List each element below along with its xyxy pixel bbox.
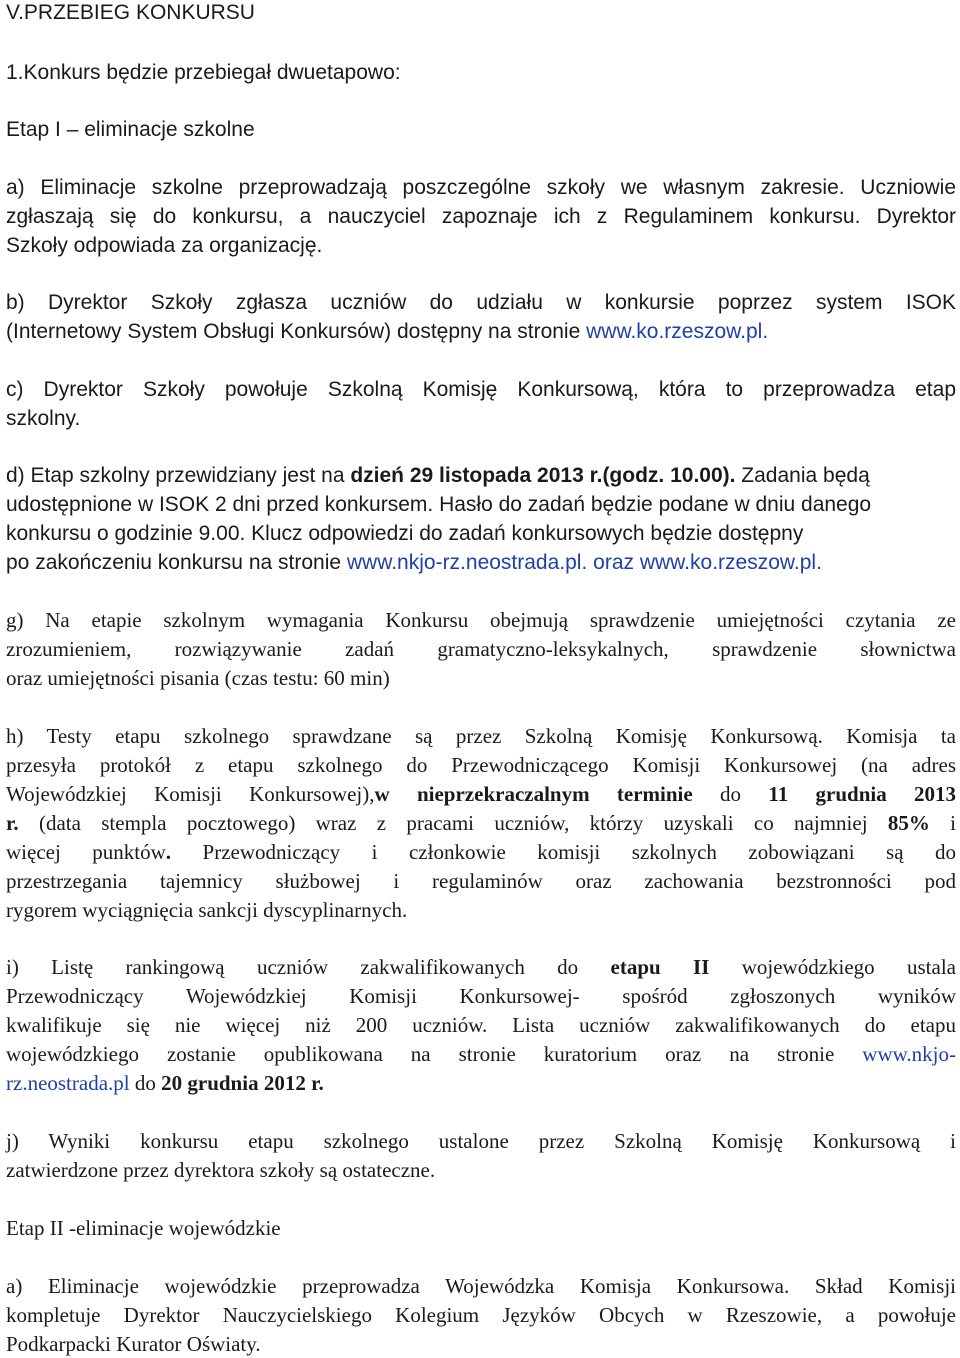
paragraph-d-line: d) Etap szkolny przewidziany jest na dzień 29 listopada 2013 r.(godz. 10.00). Zadania będą [6,464,870,487]
paragraph-a2-line: kompletuje Dyrektor Nauczycielskiego Kolegium Języków Obcych w Rzeszowie, a powołuje [6,1303,956,1327]
nkjo-link-part2[interactable]: rz.neostrada.pl [6,1071,130,1095]
section-heading: V.PRZEBIEG KONKURSU [6,1,255,24]
stage-1-title: Etap I – eliminacje szkolne [6,118,255,141]
paragraph-a1-line: a) Eliminacje szkolne przeprowadzają poszczególne szkoły we własnym zakresie. Uczniowie [6,176,956,199]
paragraph-i-line: Przewodniczący Wojewódzkiej Komisji Konkursowej- spośród zgłoszonych wyników [6,984,956,1008]
paragraph-d-line: udostępnione w ISOK 2 dni przed konkursem. Hasło do zadań będzie podane w dniu danego [6,493,872,516]
paragraph-a1-line: Szkoły odpowiada za organizację. [6,234,323,257]
paragraph-h-line: h) Testy etapu szkolnego sprawdzane są przez Szkolną Komisję Konkursową. Komisja ta [6,724,956,748]
paragraph-c-line: c) Dyrektor Szkoły powołuje Szkolną Komisję Konkursową, która to przeprowadza etap [6,378,956,401]
paragraph-h-line: rygorem wyciągnięcia sankcji dyscyplinarnych. [6,898,408,922]
isok-link[interactable]: www.ko.rzeszow.pl [586,320,763,343]
paragraph-g-line: zrozumieniem, rozwiązywanie zadań gramatyczno-leksykalnych, sprawdzenie słownictwa [6,637,956,661]
paragraph-h-line: r. (data stempla pocztowego) wraz z pracami uczniów, którzy uzyskali co najmniej 85% i [6,811,956,835]
ko-rzeszow-link[interactable]: www.ko.rzeszow.pl [639,551,817,574]
paragraph-a2-line: a) Eliminacje wojewódzkie przeprowadza Wojewódzka Komisja Konkursowa. Skład Komisji [6,1274,956,1298]
paragraph-h-line: przesyła protokół z etapu szkolnego do Przewodniczącego Komisji Konkursowej (na adres [6,753,956,777]
intro-line: 1.Konkurs będzie przebiegał dwuetapowo: [6,61,401,84]
stage-2-title: Etap II -eliminacje wojewódzkie [6,1216,281,1240]
paragraph-j-line: j) Wyniki konkursu etapu szkolnego ustalone przez Szkolną Komisję Konkursową i [6,1129,956,1153]
paragraph-b-line: b) Dyrektor Szkoły zgłasza uczniów do udziału w konkursie poprzez system ISOK [6,291,956,314]
paragraph-g-line: g) Na etapie szkolnym wymagania Konkursu obejmują sprawdzenie umiejętności czytania ze [6,608,956,632]
paragraph-i-line: i) Listę rankingową uczniów zakwalifikowanych do etapu II wojewódzkiego ustala [6,955,956,979]
paragraph-j-line: zatwierdzone przez dyrektora szkoły są ostateczne. [6,1158,436,1182]
paragraph-h-line: przestrzegania tajemnicy służbowej i regulaminów oraz zachowania bezstronności pod [6,869,956,893]
paragraph-g-line: oraz umiejętności pisania (czas testu: 60 min) [6,666,390,690]
paragraph-i-line: kwalifikuje się nie więcej niż 200 uczniów. Lista uczniów zakwalifikowanych do etapu [6,1013,956,1037]
paragraph-h-line: Wojewódzkiej Komisji Konkursowej),w nieprzekraczalnym terminie do 11 grudnia 2013 [6,782,957,806]
nkjo-link[interactable]: www.nkjo-rz.neostrada.pl. [346,551,588,574]
paragraph-a2-line: Podkarpacki Kurator Oświaty. [6,1332,261,1356]
paragraph-h-line: więcej punktów. Przewodniczący i członkowie komisji szkolnych zobowiązani są do [6,840,957,864]
paragraph-i-line: rz.neostrada.pl do 20 grudnia 2012 r. [6,1071,324,1095]
paragraph-b-line: (Internetowy System Obsługi Konkursów) dostępny na stronie www.ko.rzeszow.pl. [6,320,769,343]
paragraph-c-line: szkolny. [6,407,81,430]
paragraph-d-line: po zakończeniu konkursu na stronie www.nkjo-rz.neostrada.pl. oraz www.ko.rzeszow.pl. [6,551,822,574]
paragraph-a1-line: zgłaszają się do konkursu, a nauczyciel zapoznaje ich z Regulaminem konkursu. Dyrektor [6,205,956,228]
paragraph-i-line: wojewódzkiego zostanie opublikowana na stronie kuratorium oraz na stronie www.nkjo- [6,1042,956,1066]
nkjo-link-part1[interactable]: www.nkjo- [862,1042,956,1066]
paragraph-d-line: konkursu o godzinie 9.00. Klucz odpowiedzi do zadań konkursowych będzie dostępny [6,522,804,545]
